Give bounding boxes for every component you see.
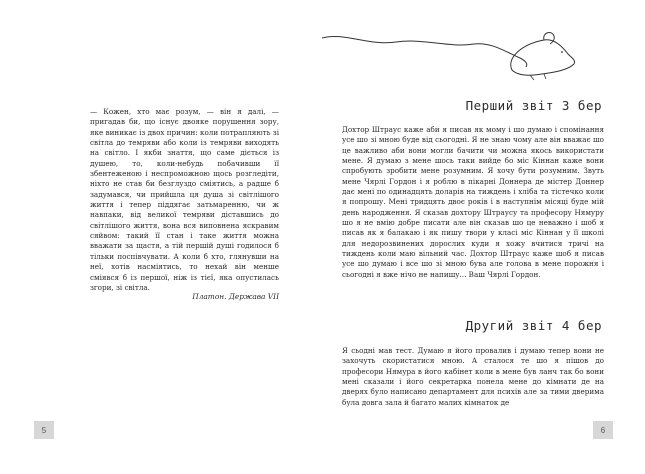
report-2-heading: Другий звіт 4 бер xyxy=(465,318,602,333)
epigraph-attribution: Платон. Держава VII xyxy=(192,292,279,301)
mouse-eye xyxy=(561,51,563,53)
right-page xyxy=(322,0,645,474)
mouse-tail-line xyxy=(322,36,527,67)
mouse-body xyxy=(511,40,575,76)
report-2-text: Я сьодні мав тест. Думаю я його провалив і думаю тепер вони не захочуть скористатися мною. А сталося те шо я пішов до професори Нямура в його кабінет коли в мене був ланч так бо вони мені сказали і його секретарка понела мене до кімнати де на дверях було написано департамент для психів але за тими дверима була довга зала й багато малих кімнаток де xyxy=(342,346,604,407)
epigraph-text: — Кожен, хто має розум, — він я далі, — пригадав би, що існує двояке порушення зору, яке виникає із двох причин: коли потрапляють зі світла до темряви або коли із темряви виходять на світло. І якби знаття, що саме діється із душею, то, коли-небудь побачивши її збентеженою і неспроможною щось розгледіти, ніхто не став би безглуздо сміятись, а радше б задумався, чи прийшла ця душа зі світлішого життя і тепер піддягає затьмаренню, чи ж навпаки, від великої темряви діставшись до світлішого життя, вона вся виповнена яскравим сяйвом: такий її стан і таке життя можна вважати за щастя, а тій першій душі годилося б тільки поспівчувати. А коли б хто, глянувши на неї, хотів насміятись, то нехай він менше сміявся б із першої, ніж із тієї, яка опустилась згори, зі світла. xyxy=(90,107,279,292)
mouse-ear xyxy=(544,33,555,44)
report-1-heading: Перший звіт 3 бер xyxy=(465,98,602,113)
mouse-illustration xyxy=(322,26,645,86)
left-page xyxy=(0,0,322,474)
page-number-right: 6 xyxy=(593,421,613,439)
page-number-left: 5 xyxy=(34,421,54,439)
report-1-text: Дохтор Штраус каже аби я писав як мому і шо думаю і спомінання усе шо зі мною буде від сьогодні. Я не знаю чому але він вважає шо це важливо аби вони могли бачити чи можна якось використати мене. Я думаю з мене шось таки вийде бо міс Кіннан каже вони спробують зробити мене розумним. Я хочу бути розумним. Звуть мене Чярлі Гордон і я роблю в пікарні Доннера де містер Доннер дає мені по одинадцять доларів на тиждень і хліба та тістечко коли я попрошу. Мені тридцять двоє років і в наступнім місяці буде мій день народження. Я сказав дохтору Штраусу та професору Нямуру шо я не вмію добре писати але він сказав шо це неважно і шоб я писав як я балакаю і як пишу твори у класі міс Кіннан у її школі для недорозвинених дорослих куди я хожу вчитися тричі на тиждень коли маю вільний час. Дохтор Штраус каже шоб я писав усе шо думаю і все шо зі мною бува але голова в мене порожня і сьогодні я вже нічо не напишу... Ваш Чярлі Гордон. xyxy=(342,125,604,279)
